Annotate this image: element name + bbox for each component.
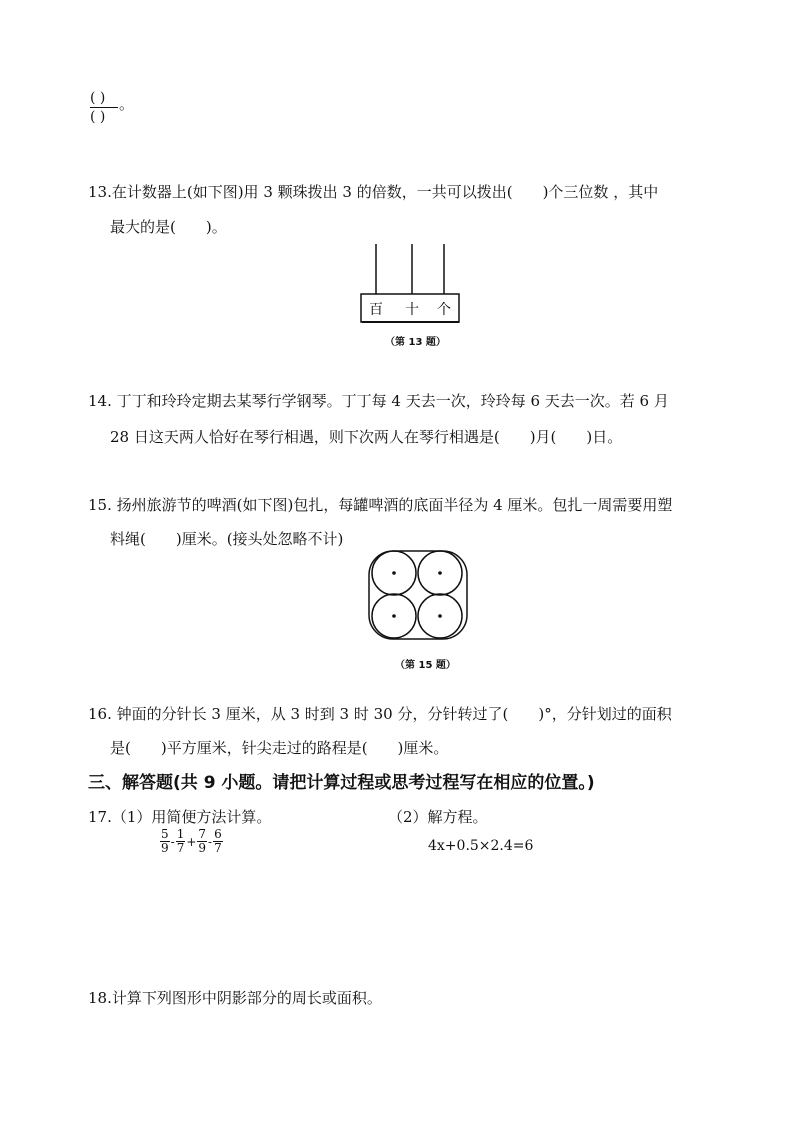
q15-line1: 15. 扬州旅游节的啤酒(如下图)包扎，每罐啤酒的底面半径为 4 厘米。包扎一周需要用塑 (88, 496, 673, 514)
q17-equation: 4x+0.5×2.4=6 (428, 838, 534, 854)
q17-expression: $\frac{5}{9}$ - $\frac{1}{7}$ + $\frac{7}{9}$ - $\frac{6}{7}$ (161, 827, 222, 855)
expr-fraction-2: $\frac{1}{7}$ (176, 827, 185, 855)
abacus-label-tens: 十 (405, 302, 419, 318)
q14-line1: 14. 丁丁和玲玲定期去某琴行学钢琴。丁丁每 4 天去一次，玲玲每 6 天去一次。若 6 月 (88, 392, 669, 410)
fraction-period: 。 (119, 95, 135, 113)
q16-line2: 是( )平方厘米，针尖走过的路程是( )厘米。 (110, 739, 449, 757)
fraction-denominator: ( ) (90, 109, 106, 125)
section-3-title: 三、解答题(共 9 小题。请把计算过程或思考过程写在相应的位置。) (88, 773, 595, 793)
q13-caption: （第 13 题） (385, 337, 446, 348)
q15-caption: （第 15 题） (395, 660, 456, 671)
fraction-bar (90, 107, 118, 108)
q17-part2-label: （2）解方程。 (388, 808, 488, 826)
q13-line2: 最大的是( )。 (110, 218, 227, 236)
expr-fraction-4: $\frac{6}{7}$ (214, 827, 222, 855)
q16-line1: 16. 钟面的分针长 3 厘米，从 3 时到 3 时 30 分，分针转过了( )°，分针划过的面积 (88, 705, 672, 723)
abacus-label-hundreds: 百 (369, 302, 383, 318)
binding-rope (369, 551, 467, 639)
beer-cans-diagram (366, 548, 470, 642)
abacus-diagram (358, 240, 462, 326)
expr-fraction-3: $\frac{7}{9}$ (198, 827, 207, 855)
q17-part1-label: 17.（1）用简便方法计算。 (88, 808, 272, 826)
fraction-numerator: ( ) (90, 90, 106, 106)
expr-fraction-1: $\frac{5}{9}$ (161, 827, 169, 855)
q15-line2: 料绳( )厘米。(接头处忽略不计) (110, 530, 344, 548)
q13-line1: 13.在计数器上(如下图)用 3 颗珠拨出 3 的倍数，一共可以拨出( )个三位数 ，其中 (88, 183, 659, 201)
q14-line2: 28 日这天两人恰好在琴行相遇，则下次两人在琴行相遇是( )月( )日。 (110, 428, 623, 446)
abacus-label-ones: 个 (437, 302, 451, 318)
q18-text: 18.计算下列图形中阴影部分的周长或面积。 (88, 989, 382, 1007)
